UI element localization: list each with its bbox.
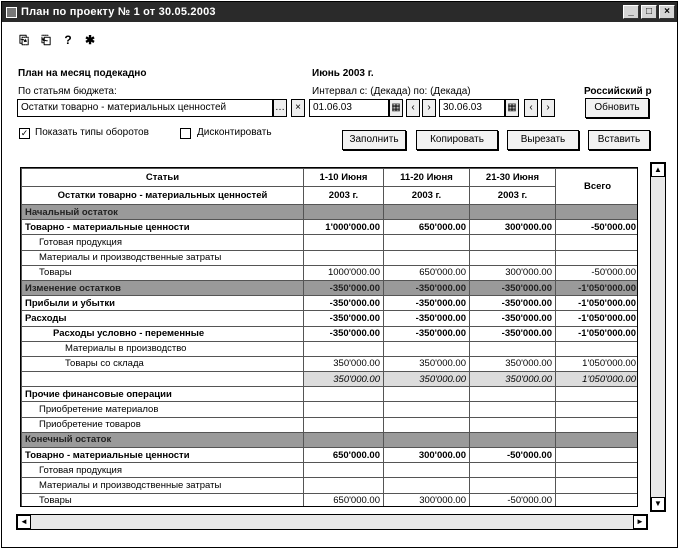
value-cell[interactable]: 300'000.00 xyxy=(470,265,556,280)
cut-button[interactable]: Вырезать xyxy=(507,130,579,150)
date-from-field[interactable]: 01.06.03 xyxy=(309,99,389,117)
select-dots-button[interactable]: … xyxy=(273,99,287,117)
row-label-cell[interactable]: Товарно - материальные ценности xyxy=(22,448,304,463)
value-cell[interactable] xyxy=(470,341,556,356)
value-cell[interactable]: -350'000.00 xyxy=(304,280,384,295)
value-cell[interactable]: 350'000.00 xyxy=(304,372,384,387)
help-icon[interactable]: ? xyxy=(64,33,72,47)
value-cell[interactable] xyxy=(470,402,556,417)
copy-icon[interactable]: ⎘ xyxy=(19,33,29,47)
table-row[interactable] xyxy=(22,280,639,295)
value-cell[interactable]: -350'000.00 xyxy=(470,326,556,341)
table-row[interactable] xyxy=(22,463,639,478)
budget-label: По статьям бюджета: xyxy=(18,86,117,97)
value-cell[interactable]: -350'000.00 xyxy=(470,296,556,311)
discount-checkbox[interactable] xyxy=(180,128,191,139)
value-cell[interactable]: -350'000.00 xyxy=(470,280,556,295)
value-cell[interactable]: -1'050'000.00 xyxy=(556,280,639,295)
table-row[interactable] xyxy=(22,341,639,356)
value-cell[interactable] xyxy=(384,478,470,493)
clear-button[interactable]: × xyxy=(291,99,305,117)
row-label-cell[interactable]: Приобретение товаров xyxy=(22,417,304,432)
value-cell[interactable] xyxy=(556,387,639,402)
value-cell[interactable]: 300'000.00 xyxy=(384,493,470,507)
value-cell[interactable] xyxy=(384,341,470,356)
value-cell[interactable]: 1000'000.00 xyxy=(304,265,384,280)
table-row[interactable] xyxy=(22,478,639,493)
maximize-button[interactable]: □ xyxy=(641,5,657,19)
value-cell[interactable] xyxy=(556,493,639,507)
value-cell[interactable] xyxy=(384,235,470,250)
row-label-cell[interactable]: Материалы и производственные затраты xyxy=(22,250,304,265)
value-cell[interactable]: -1'050'000.00 xyxy=(556,296,639,311)
value-cell[interactable] xyxy=(556,341,639,356)
value-cell[interactable]: 350'000.00 xyxy=(470,372,556,387)
fill-button[interactable]: Заполнить xyxy=(342,130,406,150)
row-label-cell[interactable]: Товары со склада xyxy=(22,356,304,371)
row-label-cell[interactable]: Конечный остаток xyxy=(22,432,304,447)
close-button[interactable]: × xyxy=(659,5,675,19)
table-row[interactable] xyxy=(22,265,639,280)
value-cell[interactable] xyxy=(470,387,556,402)
budget-table[interactable] xyxy=(20,167,638,507)
value-cell[interactable] xyxy=(556,463,639,478)
row-label-cell[interactable]: Готовая продукция xyxy=(22,235,304,250)
value-cell[interactable] xyxy=(304,235,384,250)
window-title: План по проекту № 1 от 30.05.2003 xyxy=(21,6,216,18)
value-cell[interactable] xyxy=(304,417,384,432)
app-window xyxy=(1,1,678,548)
value-cell[interactable] xyxy=(384,432,470,447)
date-from-calendar-button[interactable]: ▦ xyxy=(389,99,403,117)
table-row[interactable] xyxy=(22,220,639,235)
value-cell[interactable] xyxy=(470,463,556,478)
value-cell[interactable] xyxy=(556,235,639,250)
value-cell[interactable] xyxy=(556,250,639,265)
value-cell[interactable]: 350'000.00 xyxy=(384,372,470,387)
date-to-next-button[interactable]: › xyxy=(541,99,555,117)
value-cell[interactable] xyxy=(470,205,556,220)
value-cell[interactable] xyxy=(556,478,639,493)
value-cell[interactable] xyxy=(470,478,556,493)
show-turnover-checkbox[interactable]: ✓ xyxy=(20,128,29,138)
value-cell[interactable] xyxy=(556,205,639,220)
value-cell[interactable]: 650'000.00 xyxy=(384,265,470,280)
value-cell[interactable] xyxy=(304,341,384,356)
discount-label: Дисконтировать xyxy=(197,127,272,138)
table-row[interactable] xyxy=(22,356,639,371)
row-label-cell[interactable]: Расходы xyxy=(22,311,304,326)
value-cell[interactable] xyxy=(384,250,470,265)
table-row[interactable] xyxy=(22,493,639,507)
app-icon xyxy=(6,7,17,18)
value-cell[interactable]: 300'000.00 xyxy=(384,448,470,463)
value-cell[interactable] xyxy=(384,387,470,402)
plan-label: План на месяц подекадно xyxy=(18,68,147,79)
value-cell[interactable]: -350'000.00 xyxy=(304,326,384,341)
value-cell[interactable] xyxy=(384,205,470,220)
table-row[interactable] xyxy=(22,372,639,387)
row-label-cell[interactable]: Товары xyxy=(22,265,304,280)
row-label-cell[interactable]: Начальный остаток xyxy=(22,205,304,220)
value-cell[interactable]: 350'000.00 xyxy=(384,356,470,371)
value-cell[interactable]: 650'000.00 xyxy=(304,493,384,507)
value-cell[interactable] xyxy=(556,432,639,447)
scroll-up-icon[interactable]: ▲ xyxy=(651,163,665,177)
col-decade3-header[interactable]: 21-30 Июня xyxy=(470,169,556,187)
row-label-cell[interactable]: Товарно - материальные ценности xyxy=(22,220,304,235)
value-cell[interactable] xyxy=(304,478,384,493)
table-row[interactable] xyxy=(22,448,639,463)
value-cell[interactable] xyxy=(470,417,556,432)
table-row[interactable] xyxy=(22,402,639,417)
month-value: Июнь 2003 г. xyxy=(312,68,374,79)
table-row[interactable] xyxy=(22,417,639,432)
refresh-button[interactable]: Обновить xyxy=(585,98,649,118)
col-articles-subheader: Остатки товарно - материальных ценностей xyxy=(22,187,304,205)
value-cell[interactable] xyxy=(304,463,384,478)
toolbar xyxy=(16,32,98,48)
paste-icon[interactable]: ⎗ xyxy=(41,33,51,47)
value-cell[interactable]: -50'000.00 xyxy=(556,220,639,235)
row-label-cell[interactable]: Материалы в производство xyxy=(22,341,304,356)
interval-label: Интервал с: (Декада) по: (Декада) xyxy=(312,86,471,97)
col-decade2-year: 2003 г. xyxy=(384,187,470,205)
value-cell[interactable] xyxy=(304,205,384,220)
value-cell[interactable] xyxy=(304,387,384,402)
value-cell[interactable] xyxy=(470,250,556,265)
value-cell[interactable]: 350'000.00 xyxy=(304,356,384,371)
value-cell[interactable]: -50'000.00 xyxy=(556,265,639,280)
value-cell[interactable] xyxy=(384,417,470,432)
value-cell[interactable]: 1'000'000.00 xyxy=(304,220,384,235)
scroll-down-icon[interactable]: ▼ xyxy=(651,497,665,511)
col-decade3-year: 2003 г. xyxy=(470,187,556,205)
row-label-cell[interactable]: Материалы и производственные затраты xyxy=(22,478,304,493)
table-row[interactable] xyxy=(22,326,639,341)
date-to-field[interactable]: 30.06.03 xyxy=(439,99,505,117)
value-cell[interactable]: 350'000.00 xyxy=(470,356,556,371)
value-cell[interactable] xyxy=(556,402,639,417)
date-to-prev-button[interactable]: ‹ xyxy=(524,99,538,117)
value-cell[interactable]: -1'050'000.00 xyxy=(556,326,639,341)
value-cell[interactable]: -350'000.00 xyxy=(304,311,384,326)
table-row[interactable] xyxy=(22,235,639,250)
copy-button[interactable]: Копировать xyxy=(416,130,498,150)
value-cell[interactable]: -50'000.00 xyxy=(470,448,556,463)
value-cell[interactable] xyxy=(556,417,639,432)
table-row[interactable] xyxy=(22,296,639,311)
col-articles-header[interactable]: Статьи xyxy=(22,169,304,187)
row-label-cell[interactable]: Прибыли и убытки xyxy=(22,296,304,311)
value-cell[interactable]: -350'000.00 xyxy=(304,296,384,311)
row-label-cell[interactable]: Приобретение материалов xyxy=(22,402,304,417)
value-cell[interactable] xyxy=(304,250,384,265)
value-cell[interactable] xyxy=(304,402,384,417)
horizontal-scrollbar[interactable] xyxy=(16,514,648,530)
value-cell[interactable]: -350'000.00 xyxy=(384,311,470,326)
col-total-header[interactable]: Всего xyxy=(556,169,639,205)
row-label-cell[interactable]: Изменение остатков xyxy=(22,280,304,295)
col-decade1-header[interactable]: 1-10 Июня xyxy=(304,169,384,187)
table-row[interactable] xyxy=(22,387,639,402)
value-cell[interactable]: -50'000.00 xyxy=(470,493,556,507)
table-row[interactable] xyxy=(22,432,639,447)
show-turnover-label: Показать типы оборотов xyxy=(35,127,149,138)
value-cell[interactable] xyxy=(384,463,470,478)
table-row[interactable] xyxy=(22,205,639,220)
scroll-right-icon[interactable]: ► xyxy=(633,515,647,529)
value-cell[interactable]: 1'050'000.00 xyxy=(556,372,639,387)
value-cell[interactable] xyxy=(556,448,639,463)
value-cell[interactable]: -1'050'000.00 xyxy=(556,311,639,326)
date-to-calendar-button[interactable]: ▦ xyxy=(505,99,519,117)
col-decade1-year: 2003 г. xyxy=(304,187,384,205)
currency-label: Российский р xyxy=(584,86,652,97)
row-label-cell[interactable] xyxy=(22,372,304,387)
col-decade2-header[interactable]: 11-20 Июня xyxy=(384,169,470,187)
value-cell[interactable]: 1'050'000.00 xyxy=(556,356,639,371)
value-cell[interactable]: -350'000.00 xyxy=(384,280,470,295)
date-from-prev-button[interactable]: ‹ xyxy=(406,99,420,117)
row-label-cell[interactable]: Расходы условно - переменные xyxy=(22,326,304,341)
value-cell[interactable]: 650'000.00 xyxy=(384,220,470,235)
value-cell[interactable] xyxy=(470,432,556,447)
budget-item-select[interactable]: Остатки товарно - материальных ценностей xyxy=(17,99,273,117)
table-row[interactable] xyxy=(22,250,639,265)
vertical-scrollbar[interactable] xyxy=(650,162,666,512)
row-label-cell[interactable]: Готовая продукция xyxy=(22,463,304,478)
value-cell[interactable] xyxy=(384,402,470,417)
title-bar xyxy=(2,2,677,22)
value-cell[interactable]: 650'000.00 xyxy=(304,448,384,463)
settings-icon[interactable]: ✱ xyxy=(84,33,96,47)
value-cell[interactable]: 300'000.00 xyxy=(470,220,556,235)
row-label-cell[interactable]: Товары xyxy=(22,493,304,507)
value-cell[interactable]: -350'000.00 xyxy=(470,311,556,326)
paste-button[interactable]: Вставить xyxy=(588,130,650,150)
value-cell[interactable]: -350'000.00 xyxy=(384,326,470,341)
value-cell[interactable] xyxy=(304,432,384,447)
value-cell[interactable]: -350'000.00 xyxy=(384,296,470,311)
minimize-button[interactable]: _ xyxy=(623,5,639,19)
value-cell[interactable] xyxy=(470,235,556,250)
date-from-next-button[interactable]: › xyxy=(422,99,436,117)
row-label-cell[interactable]: Прочие финансовые операции xyxy=(22,387,304,402)
table-row[interactable] xyxy=(22,311,639,326)
scroll-left-icon[interactable]: ◄ xyxy=(17,515,31,529)
